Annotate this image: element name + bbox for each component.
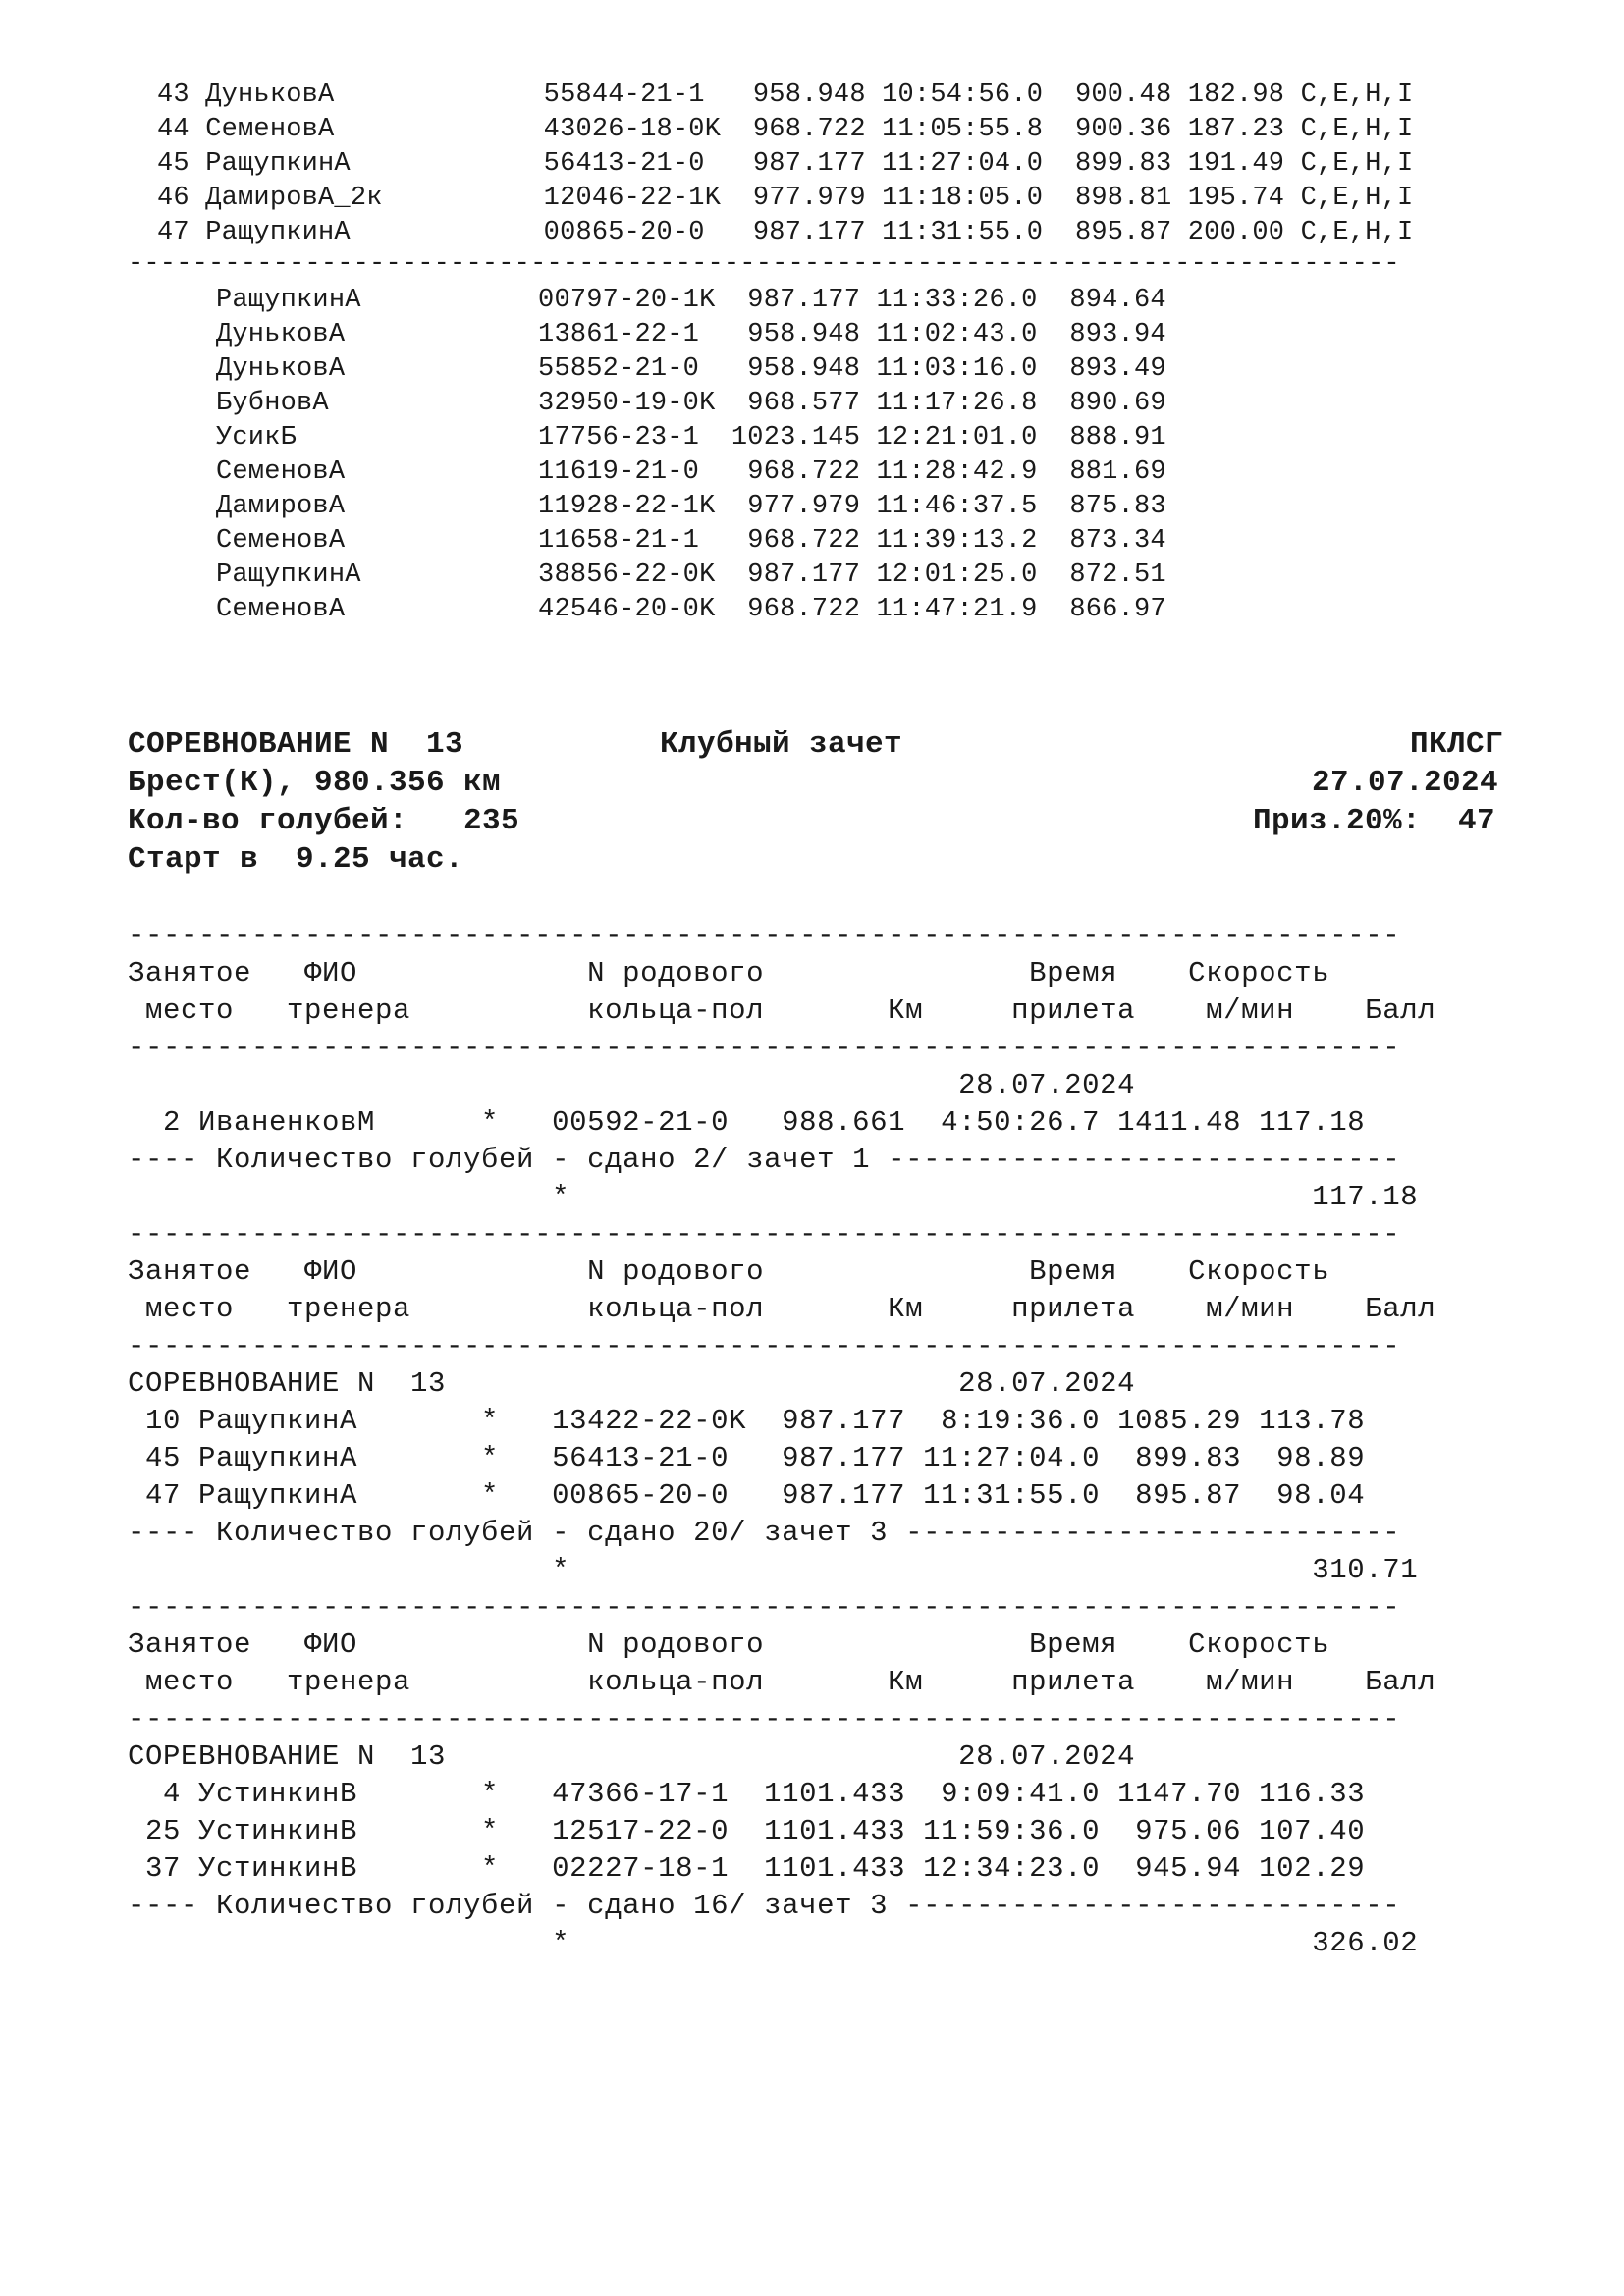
ranked-row: 47 РащупкинА 00865-20-0 987.177 11:31:55.0 895.87 200.00 C,E,H,I [157,218,1414,247]
report-type: Клубный зачет [660,727,903,762]
unranked-row: УсикБ 17756-23-1 1023.145 12:21:01.0 888.91 [216,423,1166,453]
table-rule: ------------------------------------------------------------------------ [128,1591,1401,1624]
start-time: Старт в 9.25 час. [128,842,464,877]
table-rule: ------------------------------------------------------------------------ [128,920,1401,952]
table-header-row2: место тренера кольца-пол Км прилета м/мин Балл [128,1293,1436,1325]
table-row: 2 ИваненковМ * 00592-21-0 988.661 4:50:26.7 1411.48 117.18 [128,1106,1366,1139]
table-row: 45 РащупкинА * 56413-21-0 987.177 11:27:04.0 899.83 98.89 [128,1442,1366,1474]
table-rule: ------------------------------------------------------------------------ [128,1032,1401,1064]
table-header-row1: Занятое ФИО N родового Время Скорость [128,957,1330,989]
club-total: * 310.71 [128,1554,1419,1586]
section-separator: ------------------------------------------------------------------------------- [128,249,1400,279]
table-header-row2: место тренера кольца-пол Км прилета м/мин Балл [128,994,1436,1027]
table-rule: ------------------------------------------------------------------------ [128,1703,1401,1735]
unranked-row: СеменовА 42546-20-0K 968.722 11:47:21.9 866.97 [216,595,1166,624]
unranked-row: РащупкинА 00797-20-1K 987.177 11:33:26.0 894.64 [216,286,1166,315]
ranked-row: 44 СеменовА 43026-18-0K 968.722 11:05:55.8 900.36 187.23 C,E,H,I [157,115,1414,144]
ranked-row: 45 РащупкинА 56413-21-0 987.177 11:27:04.0 899.83 191.49 C,E,H,I [157,149,1414,179]
table-header-row1: Занятое ФИО N родового Время Скорость [128,1255,1330,1288]
prize-count: Приз.20%: 47 [1253,804,1496,838]
table-rule: ------------------------------------------------------------------------ [128,1218,1401,1251]
table-row: 4 УстинкинВ * 47366-17-1 1101.433 9:09:41.0 1147.70 116.33 [128,1778,1366,1810]
organization-code: ПКЛСГ [1410,727,1504,762]
bird-count: Кол-во голубей: 235 [128,804,520,838]
club-title-line: СОРЕВНОВАНИЕ N 13 28.07.2024 [128,1740,1136,1773]
club-total: * 326.02 [128,1927,1419,1959]
club-summary: ---- Количество голубей - сдано 2/ зачет 1 ----------------------------- [128,1144,1401,1176]
club-total: * 117.18 [128,1181,1419,1213]
unranked-row: РащупкинА 38856-22-0K 987.177 12:01:25.0 872.51 [216,561,1166,590]
table-row: 37 УстинкинВ * 02227-18-1 1101.433 12:34:23.0 945.94 102.29 [128,1852,1366,1885]
table-row: 25 УстинкинВ * 12517-22-0 1101.433 11:59:36.0 975.06 107.40 [128,1815,1366,1847]
table-header-row1: Занятое ФИО N родового Время Скорость [128,1629,1330,1661]
table-row: 47 РащупкинА * 00865-20-0 987.177 11:31:55.0 895.87 98.04 [128,1479,1366,1512]
ranked-row: 46 ДамировА_2к 12046-22-1K 977.979 11:18:05.0 898.81 195.74 C,E,H,I [157,184,1414,213]
club-title-line: 28.07.2024 [128,1069,1136,1101]
club-summary: ---- Количество голубей - сдано 16/ зачет 3 ---------------------------- [128,1890,1401,1922]
unranked-row: СеменовА 11658-21-1 968.722 11:39:13.2 873.34 [216,526,1166,556]
unranked-row: ДуньковА 55852-21-0 958.948 11:03:16.0 893.49 [216,354,1166,384]
unranked-row: ДуньковА 13861-22-1 958.948 11:02:43.0 893.94 [216,320,1166,349]
club-summary: ---- Количество голубей - сдано 20/ зачет 3 ---------------------------- [128,1517,1401,1549]
release-point: Брест(К), 980.356 км [128,766,502,800]
unranked-row: СеменовА 11619-21-0 968.722 11:28:42.9 881.69 [216,457,1166,487]
ranked-row: 43 ДуньковА 55844-21-1 958.948 10:54:56.0 900.48 182.98 C,E,H,I [157,80,1414,110]
club-title-line: СОРЕВНОВАНИЕ N 13 28.07.2024 [128,1367,1136,1400]
unranked-row: БубновА 32950-19-0K 968.577 11:17:26.8 890.69 [216,389,1166,418]
table-row: 10 РащупкинА * 13422-22-0K 987.177 8:19:36.0 1085.29 113.78 [128,1405,1366,1437]
unranked-row: ДамировА 11928-22-1K 977.979 11:46:37.5 875.83 [216,492,1166,521]
table-header-row2: место тренера кольца-пол Км прилета м/мин Балл [128,1666,1436,1698]
table-rule: ------------------------------------------------------------------------ [128,1330,1401,1362]
competition-number: СОРЕВНОВАНИЕ N 13 [128,727,464,762]
release-date: 27.07.2024 [1312,766,1499,800]
